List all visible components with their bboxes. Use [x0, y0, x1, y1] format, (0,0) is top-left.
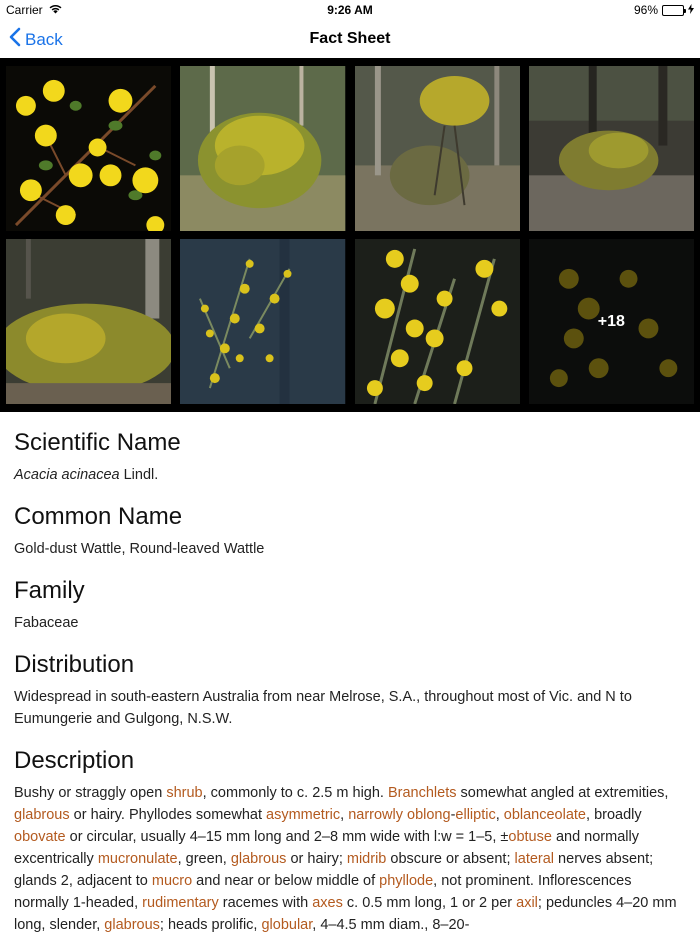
more-photos-thumbnail[interactable] — [529, 239, 694, 404]
description-text-run: , not prominent. Inflorescences normally 1-headed, — [14, 873, 632, 911]
description-heading: Description — [14, 747, 135, 774]
description-text-run: , — [495, 807, 504, 823]
description-text-run: or hairy. Phyllodes somewhat — [69, 807, 266, 823]
description-text-run: and near or below middle of — [192, 873, 380, 889]
glossary-term-link[interactable]: mucronulate — [97, 851, 178, 867]
photo-gallery — [0, 58, 700, 412]
status-bar — [0, 0, 700, 20]
description-text-run: , 4–4.5 mm diam., 8–20- — [312, 917, 470, 933]
scientific-name-section — [14, 428, 686, 486]
photo-thumbnail[interactable] — [6, 66, 171, 231]
description-section — [14, 746, 686, 934]
scientific-name-value — [14, 464, 686, 486]
description-text-run: racemes with — [218, 895, 313, 911]
glossary-term-link[interactable]: lateral — [514, 851, 555, 867]
photo-thumbnail[interactable] — [355, 239, 520, 404]
glossary-term-link[interactable]: mucro — [151, 873, 193, 889]
description-text-run: or hairy; — [286, 851, 347, 867]
glossary-term-link[interactable]: glabrous — [14, 807, 70, 823]
glossary-term-link[interactable]: narrowly oblong — [348, 807, 451, 823]
photo-thumbnail[interactable] — [355, 66, 520, 231]
back-label: Back — [25, 29, 63, 49]
photo-thumbnail[interactable] — [529, 66, 694, 231]
glossary-term-link[interactable]: Branchlets — [387, 785, 457, 801]
description-text-run: or circular, usually 4–15 mm long and 2–8 mm wide with l:w = 1–5, ± — [65, 829, 509, 845]
family-section — [14, 576, 686, 634]
charging-icon — [688, 3, 694, 17]
description-text-run: , — [340, 807, 349, 823]
distribution-value: Widespread in south-eastern Australia from near Melrose, S.A., throughout most of Vic. and N to Eumungerie and Gulgong, N.S.W. — [14, 689, 632, 727]
distribution-heading: Distribution — [14, 651, 135, 678]
genus-species: Acacia acinacea — [14, 467, 120, 483]
glossary-term-link[interactable]: midrib — [346, 851, 387, 867]
photo-thumbnail[interactable] — [180, 239, 345, 404]
status-time: 9:26 AM — [327, 3, 373, 17]
navigation-bar — [0, 20, 700, 58]
description-text-run: ; peduncles 4–20 mm long, slender, — [14, 895, 677, 933]
battery-icon — [662, 5, 684, 16]
description-text-run: obscure or absent; — [386, 851, 515, 867]
glossary-term-link[interactable]: rudimentary — [142, 895, 219, 911]
description-text-run: nerves absent; glands 2, adjacent to — [14, 851, 654, 889]
family-heading: Family — [14, 577, 85, 604]
glossary-term-link[interactable]: asymmetric — [266, 807, 341, 823]
description-text-run: somewhat angled at extremities, — [456, 785, 669, 801]
common-name-value: Gold-dust Wattle, Round-leaved Wattle — [14, 541, 265, 557]
battery-percent: 96% — [633, 3, 658, 17]
status-right — [634, 3, 694, 17]
description-text-run: ; heads prolific, — [159, 917, 262, 933]
description-text — [14, 782, 686, 934]
description-text-run: Bushy or straggly open — [14, 785, 167, 801]
scientific-name-heading: Scientific Name — [14, 429, 181, 456]
glossary-term-link[interactable]: glabrous — [230, 851, 287, 867]
description-text-run: , commonly to c. 2.5 m high. — [202, 785, 388, 801]
description-text-run: c. 0.5 mm long, 1 or 2 per — [342, 895, 517, 911]
glossary-term-link[interactable]: elliptic — [455, 807, 496, 823]
description-text-run: - — [450, 807, 456, 823]
glossary-term-link[interactable]: axil — [516, 895, 538, 911]
page-title: Fact Sheet — [309, 30, 391, 47]
carrier-label: Carrier — [6, 3, 43, 17]
glossary-term-link[interactable]: globular — [261, 917, 313, 933]
photo-thumbnail[interactable] — [180, 66, 345, 231]
description-text-run: and normally excentrically — [14, 829, 639, 867]
distribution-section — [14, 650, 686, 730]
glossary-term-link[interactable]: shrub — [166, 785, 203, 801]
fact-sheet-content — [14, 412, 686, 934]
common-name-heading: Common Name — [14, 503, 183, 530]
common-name-section — [14, 502, 686, 560]
glossary-term-link[interactable]: axes — [312, 895, 343, 911]
description-text-run: , broadly — [586, 807, 642, 823]
description-text-run: , green, — [177, 851, 231, 867]
species-author: Lindl. — [119, 467, 159, 483]
family-value: Fabaceae — [14, 615, 79, 631]
photo-thumbnail[interactable] — [6, 239, 171, 404]
glossary-term-link[interactable]: phyllode — [379, 873, 434, 889]
more-photos-count: +18 — [529, 239, 694, 404]
glossary-term-link[interactable]: obtuse — [508, 829, 552, 845]
glossary-term-link[interactable]: glabrous — [104, 917, 160, 933]
glossary-term-link[interactable]: obovate — [14, 829, 66, 845]
glossary-term-link[interactable]: oblanceolate — [503, 807, 587, 823]
